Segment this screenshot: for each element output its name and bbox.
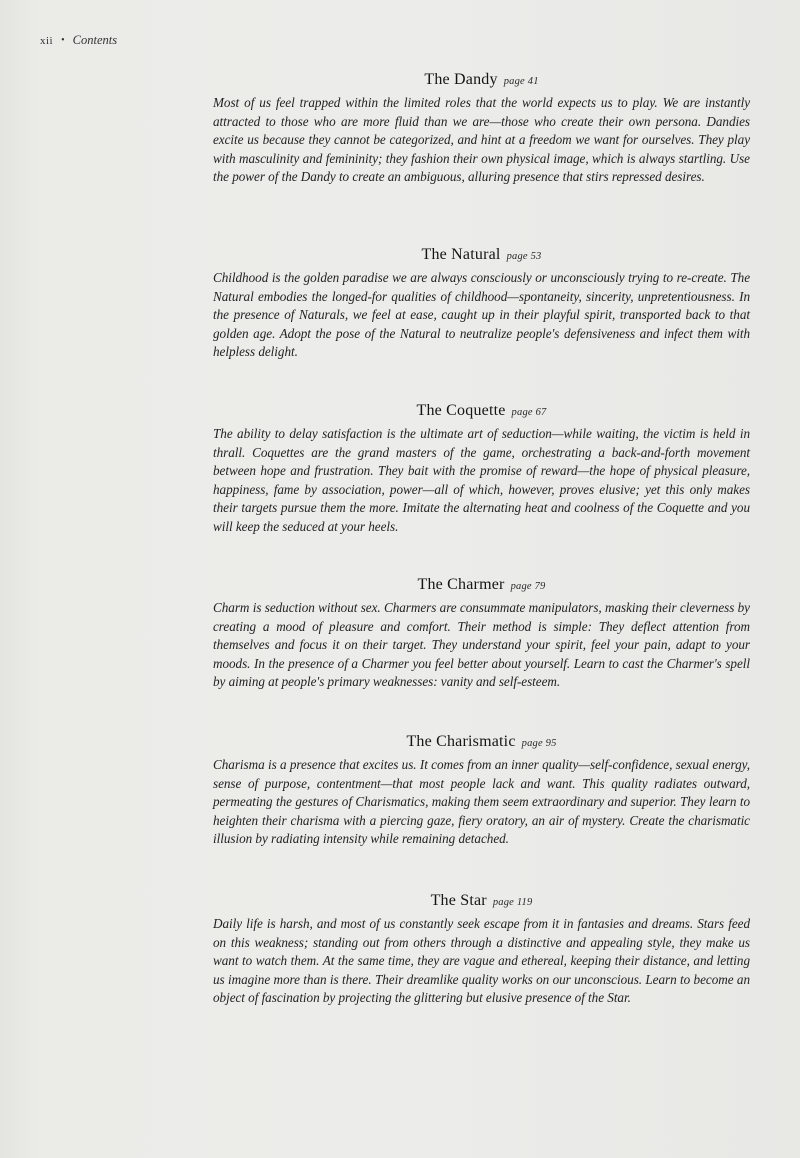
entry-heading xyxy=(213,892,750,910)
contents-entry-natural xyxy=(213,246,750,362)
contents-entry-star xyxy=(213,892,750,1008)
entry-page-ref: page 67 xyxy=(511,407,547,418)
entry-summary: Most of us feel trapped within the limited roles that the world expects us to play. We are instantly attracted to those who are more fluid than we are—those who create their own persona. Dandies excite us because they cannot be categorized, and hint at a freedom we want for ourselves. They play with masculinity and femininity; they fashion their own physical image, which is always startling. Use the power of the Dandy to create an ambiguous, alluring presence that stirs repressed desires. xyxy=(213,95,750,185)
running-head xyxy=(40,33,117,48)
entry-title: The Star xyxy=(430,892,487,909)
entry-heading xyxy=(213,71,750,89)
entry-summary: Childhood is the golden paradise we are always consciously or unconsciously trying to re-create. The Natural embodies the longed-for qualities of childhood—spontaneity, sincerity, unpretentiousness. In the presence of Naturals, we feel at ease, caught up in their playful spirit, transported back to that golden age. Adopt the pose of the Natural to neutralize people's defensiveness and infect them with helpless delight. xyxy=(213,270,750,360)
section-title: Contents xyxy=(72,33,118,47)
entry-heading xyxy=(213,576,750,594)
contents-entry-dandy xyxy=(213,71,750,187)
entry-title: The Charismatic xyxy=(406,733,516,750)
entry-summary: Charisma is a presence that excites us. It comes from an inner quality—self-confidence, sexual energy, sense of purpose, contentment—that most people lack and want. This quality radiates outward, permeating the gestures of Charismatics, making them seem extraordinary and superior. They learn to heighten their charisma with a piercing gaze, fiery oratory, an air of mystery. Create the charismatic illusion by radiating intensity while remaining detached. xyxy=(213,757,750,847)
entry-summary: The ability to delay satisfaction is the ultimate art of seduction—while waiting, the victim is held in thrall. Coquettes are the grand masters of the game, orchestrating a back-and-forth movement between hope and frustration. They bait with the promise of reward—the hope of physical pleasure, happiness, fame by association, power—all of which, however, proves elusive; yet this only makes their targets pursue them the more. Imitate the alternating heat and coolness of the Coquette and you will keep the seduced at your heels. xyxy=(213,426,750,534)
entry-summary: Charm is seduction without sex. Charmers are consummate manipulators, masking their cleverness by creating a mood of pleasure and comfort. Their method is simple: They deflect attention from themselves and focus it on their target. They understand your spirit, feel your pain, adapt to your moods. In the presence of a Charmer you feel better about yourself. Learn to cast the Charmer's spell by aiming at people's primary weaknesses: vanity and self-esteem. xyxy=(213,600,750,690)
entry-heading xyxy=(213,246,750,264)
contents-entry-charmer xyxy=(213,576,750,692)
entry-page-ref: page 41 xyxy=(503,76,539,87)
contents-entry-charismatic xyxy=(213,733,750,849)
entry-page-ref: page 79 xyxy=(510,581,546,592)
entry-title: The Coquette xyxy=(416,402,506,419)
contents-entry-coquette xyxy=(213,402,750,537)
entry-summary: Daily life is harsh, and most of us constantly seek escape from it in fantasies and dreams. Stars feed on this weakness; standing out from others through a distinctive and appealing style, they make us want to watch them. At the same time, they are vague and ethereal, keeping their distance, and letting us imagine more than is there. Their dreamlike quality works on our unconscious. Learn to become an object of fascination by projecting the glittering but elusive presence of the Star. xyxy=(213,916,750,1006)
entry-heading xyxy=(213,733,750,751)
entry-page-ref: page 119 xyxy=(492,897,533,908)
entry-page-ref: page 95 xyxy=(521,738,557,749)
entry-title: The Natural xyxy=(421,246,501,263)
entry-page-ref: page 53 xyxy=(506,251,542,262)
entry-title: The Dandy xyxy=(424,71,498,88)
bullet-separator-icon: • xyxy=(61,35,65,46)
entry-heading xyxy=(213,402,750,420)
page-number: xii xyxy=(40,34,54,47)
entry-title: The Charmer xyxy=(417,576,505,593)
